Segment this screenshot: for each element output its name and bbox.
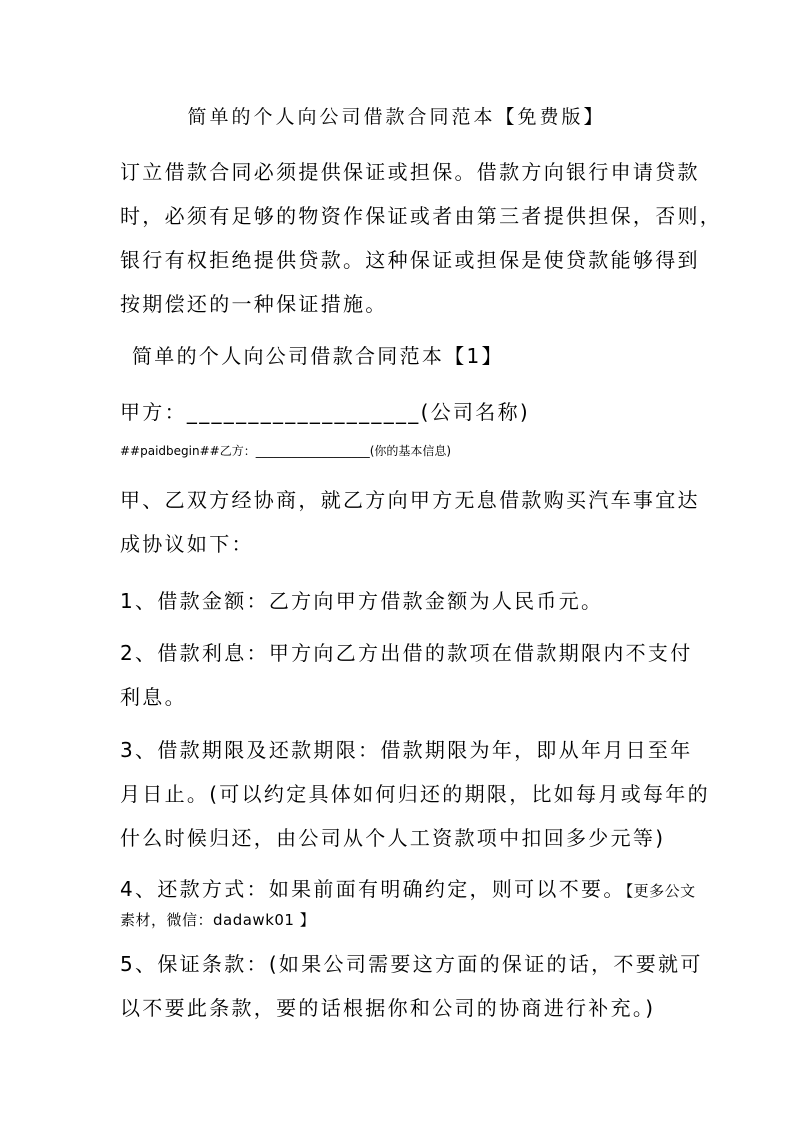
clause-4-main: 4、还款方式：如果前面有明确约定，则可以不要。 [120,877,626,901]
clause-4-note-continued: 素材，微信：dadawk01 】 [120,911,316,929]
agreement-line: 甲、乙双方经协商，就乙方向甲方无息借款购买汽车事宜达 [120,488,700,512]
agreement-paragraph [120,478,700,566]
intro-paragraph [120,150,723,326]
intro-line: 按期偿还的一种保证措施。 [120,292,388,316]
clause-2-line: 2、借款利息：甲方向乙方出借的款项在借款期限内不支付 [120,641,693,665]
clause-2 [120,631,693,719]
party-b-line: ##paidbegin##乙方：___________________(你的基本信息) [120,444,452,458]
clause-1: 1、借款金额：乙方向甲方借款金额为人民币元。 [120,589,604,613]
section-heading: 简单的个人向公司借款合同范本【1】 [132,344,504,368]
intro-line: 银行有权拒绝提供贷款。这种保证或担保是使贷款能够得到 [120,248,700,272]
clause-3-line: 3、借款期限及还款期限：借款期限为年，即从年月日至年 [120,738,693,762]
party-a-line: 甲方：___________________(公司名称) [120,400,531,424]
clause-5-line: 5、保证条款：(如果公司需要这方面的保证的话，不要就可 [120,952,703,976]
clause-2-line: 利息。 [120,685,187,709]
clause-4-note: 【更多公文 [625,882,696,900]
intro-line: 时，必须有足够的物资作保证或者由第三者提供担保，否则， [120,204,723,228]
clause-5 [120,942,703,1030]
agreement-line: 成协议如下： [120,532,254,556]
clause-3 [120,728,710,860]
document-title: 简单的个人向公司借款合同范本【免费版】 [187,106,606,128]
clause-3-line: 什么时候归还，由公司从个人工资款项中扣回多少元等) [120,826,666,850]
clause-5-line: 以不要此条款，要的话根据你和公司的协商进行补充。) [120,996,656,1020]
clause-4 [120,873,696,902]
clause-3-line: 月日止。(可以约定具体如何归还的期限，比如每月或每年的 [120,782,710,806]
intro-line: 订立借款合同必须提供保证或担保。借款方向银行申请贷款 [120,160,700,184]
